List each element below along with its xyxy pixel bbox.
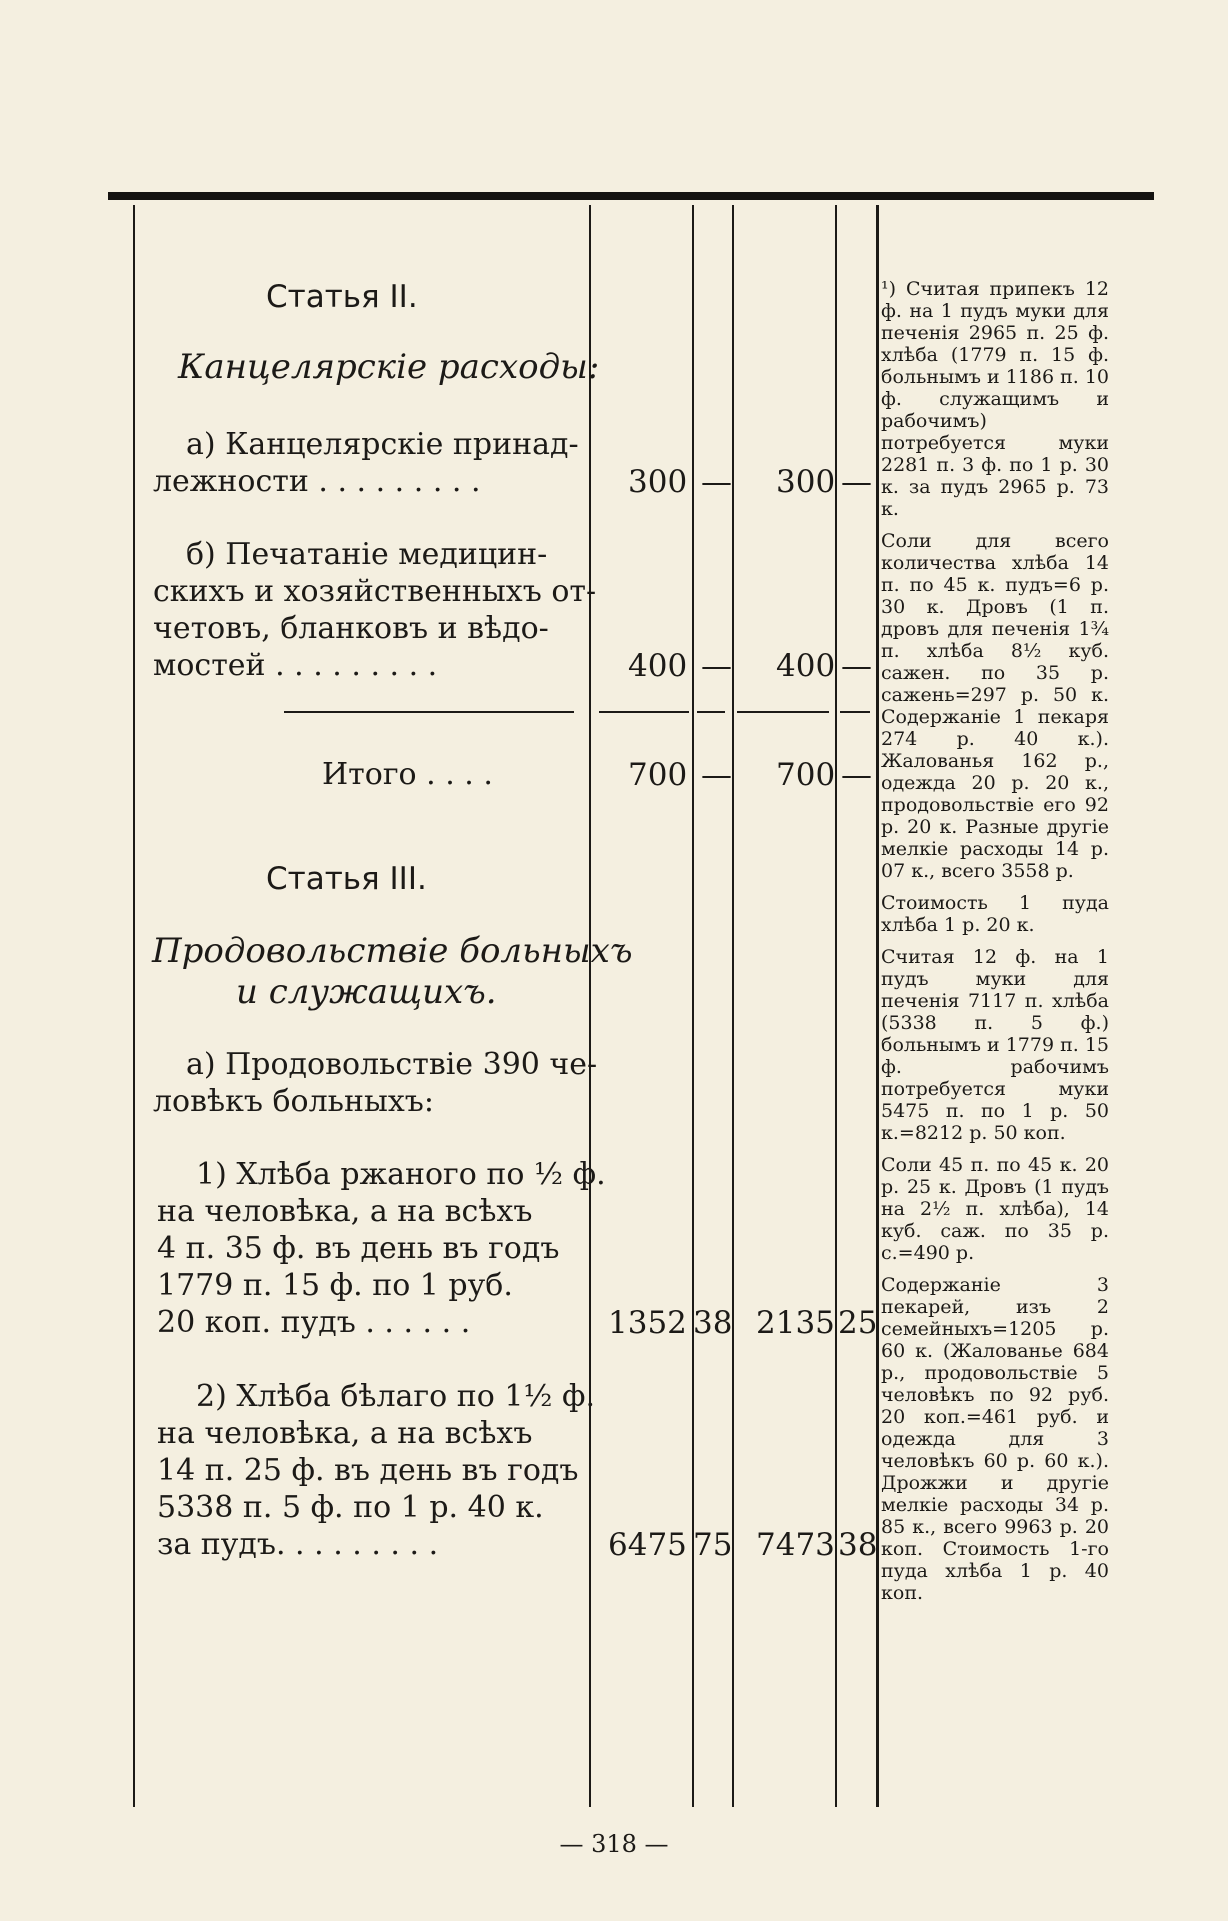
value-kop: — [841, 464, 872, 500]
footnote: Соли для всего количества хлѣба 14 п. по 45 к. пудъ=6 р. 30 к. Дровъ (1 п. дровъ для печенія 1¾ п. хлѣба 8½ куб. сажен. по 35 р. сажень=297 р. 50 к. Содержаніе 1 пекаря 274 р. 40 к.). Жалованья 162 р., одежда 20 р. 20 к., продовольствіе его 92 р. 20 к. Разные другіе мелкіе расходы 14 р. 07 к., всего 3558 р. [881, 530, 1109, 882]
column-line [732, 205, 734, 1807]
item-2-line: за пудъ. . . . . . . . . [157, 1527, 439, 1562]
value-rub: 400 [776, 648, 836, 684]
value-rub: 300 [776, 464, 836, 500]
item-b-line: четовъ, бланковъ и вѣдо- [153, 611, 549, 646]
column-line [835, 205, 837, 1807]
page-number: — 318 — [559, 1830, 669, 1858]
item-2-line: 5338 п. 5 ф. по 1 р. 40 к. [157, 1490, 544, 1525]
total-rule [697, 711, 725, 713]
footnote: Стоимость 1 пуда хлѣба 1 р. 20 к. [881, 892, 1109, 936]
value-rub: 400 [628, 648, 688, 684]
article-2-heading: Статья II. [266, 279, 418, 315]
total-rule [737, 711, 829, 713]
item-b-line: б) Печатаніе медицин- [186, 537, 548, 572]
column-line [133, 205, 135, 1807]
article-2-subtitle: Канцелярскіе расходы: [178, 347, 600, 387]
item-1-line: 4 п. 35 ф. въ день въ годъ [157, 1231, 560, 1266]
total-kop: — [841, 757, 872, 793]
value-kop: 38 [838, 1527, 878, 1563]
column-line [692, 205, 694, 1807]
total-rule [284, 711, 574, 713]
footnote: Считая 12 ф. на 1 пудъ муки для печенія 7117 п. хлѣба (5338 п. 5 ф.) больнымъ и 1779 п. 15 ф. рабочимъ потребуется муки 5475 п. по 1 р. 50 к.=8212 р. 50 коп. [881, 946, 1109, 1144]
item-2-line: 2) Хлѣба бѣлаго по 1½ ф. [196, 1379, 596, 1414]
value-kop: — [841, 648, 872, 684]
item-a-line: а) Продовольствіе 390 че- [186, 1047, 598, 1082]
top-rule [108, 192, 1154, 200]
article-3-heading: Статья III. [266, 861, 427, 897]
value-kop: — [701, 648, 732, 684]
total-rule [599, 711, 689, 713]
value-rub: 7473 [756, 1527, 835, 1563]
value-kop: — [701, 464, 732, 500]
item-1-line: 1779 п. 15 ф. по 1 руб. [157, 1268, 513, 1303]
column-line [876, 205, 879, 1807]
article-3-subtitle: и служащихъ. [236, 972, 497, 1012]
total-kop: — [701, 757, 732, 793]
footnotes [881, 278, 1109, 1614]
item-a-line: ловѣкъ больныхъ: [153, 1084, 434, 1119]
footnote: Содержаніе 3 пекарей, изъ 2 семейныхъ=1205 р. 60 к. (Жалованье 684 р., продовольствіе 5 человѣкъ по 92 руб. 20 коп.=461 руб. и одежда для 3 человѣкъ 60 р. 60 к.). Дрожжи и другіе мелкіе расходы 34 р. 85 к., всего 9963 р. 20 коп. Стоимость 1-го пуда хлѣба 1 р. 40 коп. [881, 1274, 1109, 1604]
total-rub: 700 [628, 757, 688, 793]
item-2-line: 14 п. 25 ф. въ день въ годъ [157, 1453, 579, 1488]
item-2-line: на человѣка, а на всѣхъ [157, 1416, 533, 1451]
total-label: Итого . . . . [322, 757, 493, 792]
value-rub: 6475 [608, 1527, 687, 1563]
footnote: ¹) Считая припекъ 12 ф. на 1 пудъ муки для печенія 2965 п. 25 ф. хлѣба (1779 п. 15 ф. больнымъ и 1186 п. 10 ф. служащимъ и рабочимъ) потребуется муки 2281 п. 3 ф. по 1 р. 30 к. за пудъ 2965 р. 73 к. [881, 278, 1109, 520]
value-rub: 1352 [608, 1305, 687, 1341]
value-kop: 25 [838, 1305, 878, 1341]
value-kop: 38 [693, 1305, 733, 1341]
footnote: Соли 45 п. по 45 к. 20 р. 25 к. Дровъ (1 пудъ на 2½ п. хлѣба), 14 куб. саж. по 35 р. с.=490 р. [881, 1154, 1109, 1264]
item-b-line: мостей . . . . . . . . . [153, 648, 438, 683]
item-1-line: на человѣка, а на всѣхъ [157, 1194, 533, 1229]
column-line [589, 205, 591, 1807]
value-rub: 300 [628, 464, 688, 500]
value-kop: 75 [693, 1527, 733, 1563]
item-b-line: скихъ и хозяйственныхъ от- [153, 574, 597, 609]
value-rub: 2135 [756, 1305, 835, 1341]
item-1-line: 20 коп. пудъ . . . . . . [157, 1305, 471, 1340]
item-a-line: а) Канцелярскіе принад- [186, 427, 579, 462]
item-1-line: 1) Хлѣба ржаного по ½ ф. [196, 1157, 606, 1192]
total-rule [840, 711, 870, 713]
item-a-line: лежности . . . . . . . . . [153, 464, 481, 499]
article-3-subtitle: Продовольствіе больныхъ [152, 931, 633, 971]
total-rub: 700 [776, 757, 836, 793]
